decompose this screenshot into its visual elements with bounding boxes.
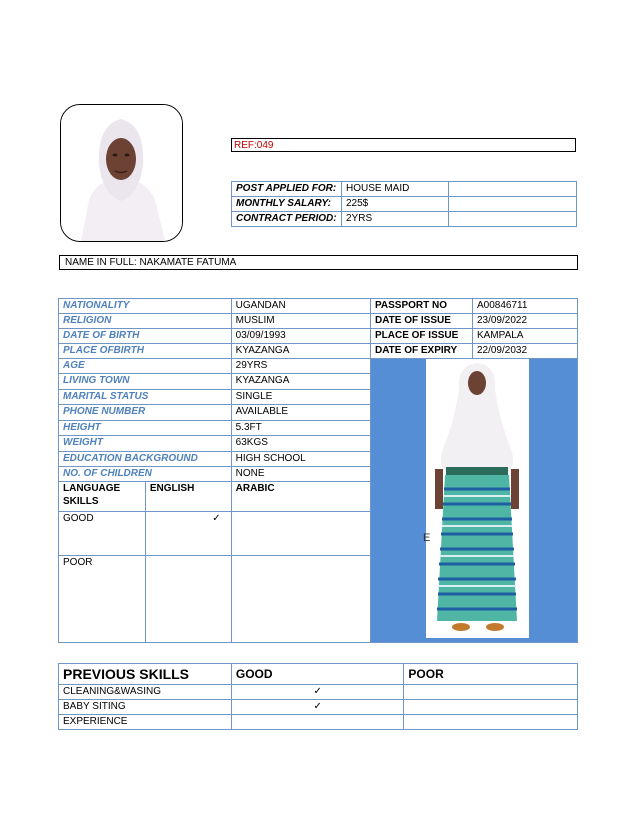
- passport-label: PASSPORT NO: [370, 299, 472, 314]
- detail-label: PLACE OFBIRTH: [59, 344, 232, 359]
- english-header: ENGLISH: [145, 482, 231, 512]
- poor-level-label: POOR: [59, 556, 146, 643]
- language-skills-header: LANGUAGE SKILLS: [59, 482, 146, 512]
- full-body-photo-cell: [370, 359, 577, 643]
- detail-value: 29YRS: [231, 359, 370, 374]
- post-label: POST APPLIED FOR:: [232, 182, 342, 197]
- salary-label: MONTHLY SALARY:: [232, 197, 342, 212]
- detail-value: MUSLIM: [231, 314, 370, 329]
- detail-label: LIVING TOWN: [59, 374, 232, 389]
- arabic-header: ARABIC: [231, 482, 370, 512]
- empty-cell: [448, 197, 576, 212]
- detail-value: KYAZANGA: [231, 344, 370, 359]
- salary-row: [232, 197, 577, 212]
- empty-cell: [448, 182, 576, 197]
- arabic-poor-cell: [231, 556, 370, 643]
- detail-label: HEIGHT: [59, 420, 232, 435]
- detail-label: NO. OF CHILDREN: [59, 466, 232, 481]
- full-body-photo: [371, 359, 577, 638]
- skill-poor: [404, 685, 578, 700]
- detail-label: WEIGHT: [59, 436, 232, 451]
- portrait-photo: [60, 104, 183, 242]
- post-value: HOUSE MAID: [341, 182, 448, 197]
- passport-value: A00846711: [472, 299, 577, 314]
- contract-row: [232, 212, 577, 227]
- english-good-check: ✓: [145, 512, 231, 556]
- salary-value: 225$: [341, 197, 448, 212]
- detail-label: EDUCATION BACKGROUND: [59, 451, 232, 466]
- passport-value: 23/09/2022: [472, 314, 577, 329]
- details-table: [58, 298, 578, 643]
- skill-row: [59, 715, 578, 730]
- passport-label: DATE OF ISSUE: [370, 314, 472, 329]
- detail-value: 63KGS: [231, 436, 370, 451]
- detail-value: SINGLE: [231, 389, 370, 404]
- skill-good: ✓: [231, 685, 404, 700]
- svg-text:E: E: [422, 532, 431, 544]
- passport-value: KAMPALA: [472, 329, 577, 344]
- detail-label: PHONE NUMBER: [59, 405, 232, 420]
- contract-label: CONTRACT PERIOD:: [232, 212, 342, 227]
- english-poor-cell: [145, 556, 231, 643]
- skills-table: [58, 663, 578, 730]
- detail-label: RELIGION: [59, 314, 232, 329]
- detail-value: UGANDAN: [231, 299, 370, 314]
- detail-value: NONE: [231, 466, 370, 481]
- detail-value: 03/09/1993: [231, 329, 370, 344]
- good-header: GOOD: [231, 664, 404, 685]
- post-table: [231, 181, 577, 227]
- skill-good: ✓: [231, 700, 404, 715]
- detail-label: AGE: [59, 359, 232, 374]
- arabic-good-cell: [231, 512, 370, 556]
- skills-header: PREVIOUS SKILLS: [59, 664, 232, 685]
- detail-value: AVAILABLE: [231, 405, 370, 420]
- detail-label: DATE OF BIRTH: [59, 329, 232, 344]
- skill-name: CLEANING&WASING: [59, 685, 232, 700]
- post-row: [232, 182, 577, 197]
- skill-name: EXPERIENCE: [59, 715, 232, 730]
- full-name: NAME IN FULL: NAKAMATE FATUMA: [59, 255, 578, 270]
- passport-value: 22/09/2032: [472, 344, 577, 359]
- detail-value: 5.3FT: [231, 420, 370, 435]
- empty-cell: [448, 212, 576, 227]
- skill-good: [231, 715, 404, 730]
- skill-row: [59, 700, 578, 715]
- detail-value: KYAZANGA: [231, 374, 370, 389]
- contract-value: 2YRS: [341, 212, 448, 227]
- passport-label: PLACE OF ISSUE: [370, 329, 472, 344]
- good-level-label: GOOD: [59, 512, 146, 556]
- skill-poor: [404, 700, 578, 715]
- detail-value: HIGH SCHOOL: [231, 451, 370, 466]
- skill-poor: [404, 715, 578, 730]
- skill-row: [59, 685, 578, 700]
- poor-header: POOR: [404, 664, 578, 685]
- skill-name: BABY SITING: [59, 700, 232, 715]
- reference-number: REF:049: [231, 138, 576, 152]
- passport-label: DATE OF EXPIRY: [370, 344, 472, 359]
- detail-label: MARITAL STATUS: [59, 389, 232, 404]
- detail-label: NATIONALITY: [59, 299, 232, 314]
